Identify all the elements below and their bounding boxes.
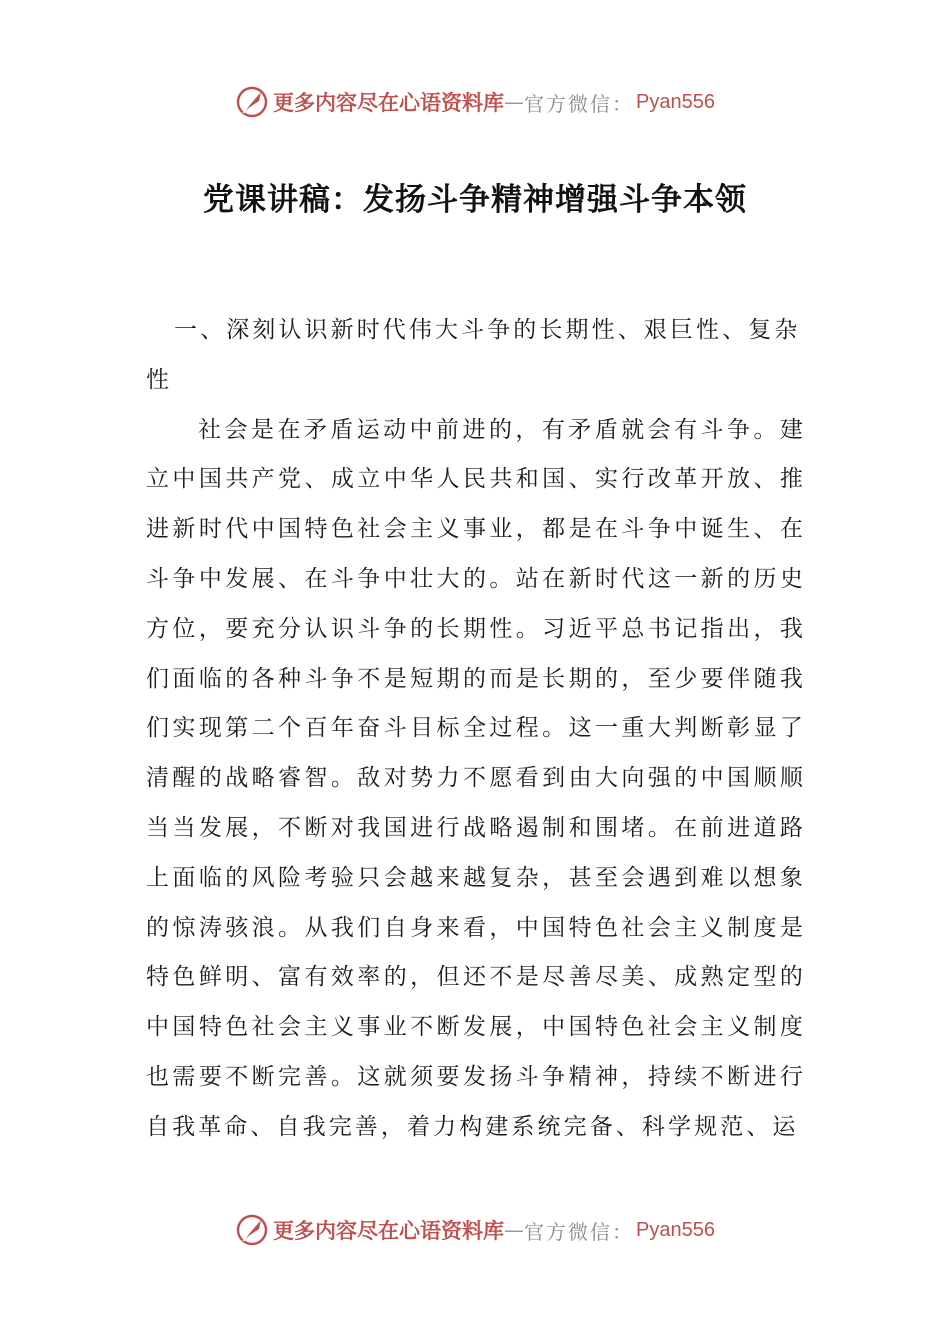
quill-pen-logo-icon — [235, 85, 269, 119]
watermark-wechat-id: Pyan556 — [636, 1218, 715, 1241]
document-body — [146, 306, 806, 1153]
watermark-wechat-id: Pyan556 — [636, 90, 715, 113]
watermark-separator: — — [504, 90, 525, 114]
body-paragraph: 社会是在矛盾运动中前进的，有矛盾就会有斗争。建立中国共产党、成立中华人民共和国、实行改革开放、推进新时代中国特色社会主义事业，都是在斗争中诞生、在斗争中发展、在斗争中壮大的。站在新时代这一新的历史方位，要充分认识斗争的长期性。习近平总书记指出，我们面临的各种斗争不是短期的而是长期的，至少要伴随我们实现第二个百年奋斗目标全过程。这一重大判断彰显了清醒的战略睿智。敌对势力不愿看到由大向强的中国顺顺当当发展，不断对我国进行战略遏制和围堵。在前进道路上面临的风险考验只会越来越复杂，甚至会遇到难以想象的惊涛骇浪。从我们自身来看，中国特色社会主义制度是特色鲜明、富有效率的，但还不是尽善尽美、成熟定型的中国特色社会主义事业不断发展，中国特色社会主义制度也需要不断完善。这就须要发扬斗争精神，持续不断进行自我革命、自我完善，着力构建系统完备、科学规范、运 — [146, 416, 806, 1140]
watermark-header — [0, 82, 950, 122]
section-heading: 一、深刻认识新时代伟大斗争的长期性、艰巨性、复杂性 — [146, 317, 801, 393]
document-title: 党课讲稿：发扬斗争精神增强斗争本领 — [203, 182, 747, 218]
watermark-wechat-label: 官方微信： — [524, 91, 635, 116]
watermark-separator: — — [504, 1218, 525, 1242]
watermark-footer — [0, 1210, 950, 1250]
watermark-brand: 更多内容尽在心语资料库 — [273, 1218, 505, 1243]
watermark-brand: 更多内容尽在心语资料库 — [273, 90, 505, 115]
quill-pen-logo-icon — [235, 1213, 269, 1247]
watermark-wechat-label: 官方微信： — [524, 1219, 635, 1244]
